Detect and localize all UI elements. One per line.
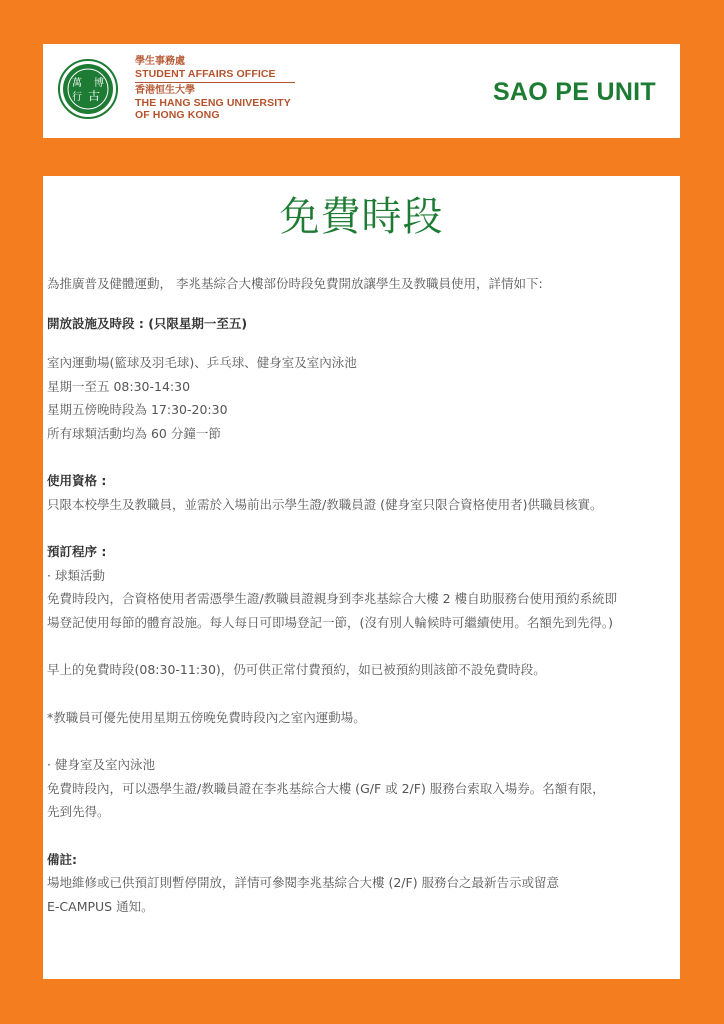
spacer xyxy=(47,824,675,848)
gym-pool-heading: · 健身室及室內泳池 xyxy=(47,757,155,772)
facilities-line: 星期一至五 08:30-14:30 xyxy=(47,378,191,394)
ball-activities-line: 場登記使用每節的體育設施。每人每日可即場登記一節，(沒有別人輪候時可繼續使用。名額先到先得。) xyxy=(47,614,614,630)
org-name-block xyxy=(135,56,305,121)
facilities-line: 星期五傍晚時段為 17:30-20:30 xyxy=(47,402,228,417)
remarks-line: 場地維修或已供預訂則暫停開放，詳情可參閱李兆基綜合大樓 (2/F) 服務台之最新告示或留意 xyxy=(47,875,560,890)
spacer xyxy=(47,445,675,469)
header-card xyxy=(43,44,680,138)
org-divider xyxy=(135,82,295,83)
remarks-line: E-CAMPUS 通知。 xyxy=(47,898,154,914)
facilities-line: 所有球類活動均為 60 分鐘一節 xyxy=(47,425,221,441)
spacer xyxy=(47,682,675,706)
svg-text:萬: 萬 xyxy=(72,78,82,89)
notice-card xyxy=(43,176,680,979)
facilities-line: 室內運動場(籃球及羽毛球)、乒乓球、健身室及室內泳池 xyxy=(47,355,357,370)
notice-content xyxy=(47,272,675,918)
spacer xyxy=(47,516,675,540)
eligibility-heading: 使用資格 : xyxy=(47,473,107,488)
unit-title: SAO PE UNIT xyxy=(492,78,656,106)
remarks-heading: 備註: xyxy=(47,851,77,867)
gym-pool-line: 先到先得。 xyxy=(47,804,110,819)
facilities-heading: 開放設施及時段 : (只限星期一至五) xyxy=(47,315,248,331)
intro-text: 為推廣普及健體運動， 李兆基綜合大樓部份時段免費開放讓學生及教職員使用，詳情如下: xyxy=(47,276,543,291)
spacer xyxy=(47,729,675,753)
spacer xyxy=(47,634,675,658)
page-title: 免費時段 xyxy=(279,194,444,240)
svg-text:古: 古 xyxy=(87,89,101,103)
ball-activities-line: 免費時段內，合資格使用者需憑學生證/教職員證親身到李兆基綜合大樓 2 樓自助服務台使用預約系統即 xyxy=(47,591,618,606)
university-seal-icon xyxy=(58,59,118,119)
org-name-cn: 學生事務處 xyxy=(135,56,185,67)
spacer xyxy=(47,335,675,351)
ball-activities-heading: · 球類活動 xyxy=(47,567,105,583)
staff-note: *教職員可優先使用星期五傍晚免費時段內之室內運動場。 xyxy=(47,709,366,725)
svg-text:博: 博 xyxy=(94,78,104,89)
university-name-cn: 香港恒生大學 xyxy=(135,85,195,96)
booking-heading: 預訂程序 : xyxy=(47,544,107,559)
gym-pool-line: 免費時段內，可以憑學生證/教職員證在李兆基綜合大樓 (G/F 或 2/F) 服務台索取入場券。名額有限， xyxy=(47,780,605,796)
university-name-en-line2: OF HONG KONG xyxy=(135,109,220,121)
spacer xyxy=(47,296,675,312)
university-name-en-line1: THE HANG SENG UNIVERSITY xyxy=(135,97,291,109)
morning-note: 早上的免費時段(08:30-11:30)，仍可供正常付費預約，如已被預約則該節不設免費時段。 xyxy=(47,662,546,677)
org-name-en: STUDENT AFFAIRS OFFICE xyxy=(135,68,276,80)
eligibility-text: 只限本校學生及教職員，並需於入場前出示學生證/教職員證 (健身室只限合資格使用者)供職員核實。 xyxy=(47,496,603,512)
svg-text:行: 行 xyxy=(72,92,82,103)
